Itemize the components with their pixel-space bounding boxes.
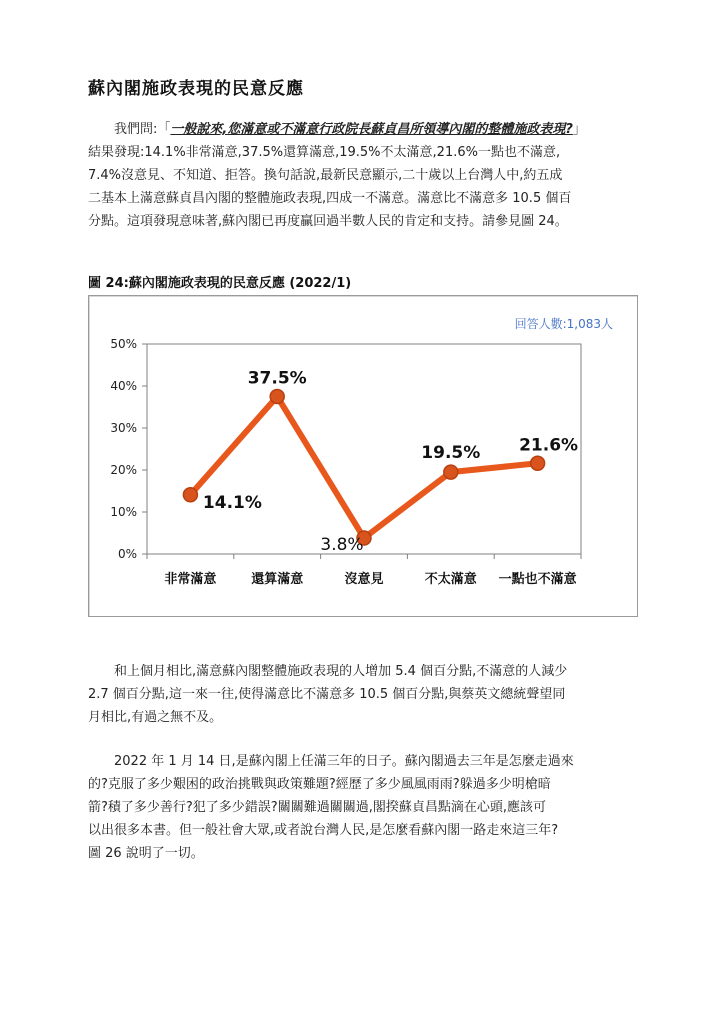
- y-tick-label: 20%: [110, 463, 137, 477]
- findings-line: 二基本上滿意蘇貞昌內閣的整體施政表現,四成一不滿意。滿意比不滿意多 10.5 個百: [88, 191, 572, 206]
- paragraph-findings: [88, 118, 636, 233]
- comparison-line: 和上個月相比,滿意蘇內閣整體施政表現的人增加 5.4 個百分點,不滿意的人減少: [114, 664, 568, 679]
- findings-line: 結果發現:14.1%非常滿意,37.5%還算滿意,19.5%不太滿意,21.6%一點也不滿意,: [88, 145, 561, 160]
- data-point: [444, 465, 458, 479]
- respondents-note: 回答人數:1,083人: [514, 317, 613, 331]
- y-tick-label: 50%: [110, 337, 137, 351]
- data-label: 3.8%: [320, 535, 364, 556]
- figure-caption: 圖 24:蘇內閣施政表現的民意反應 (2022/1): [88, 276, 352, 291]
- document-title: 蘇內閣施政表現的民意反應: [88, 79, 304, 99]
- findings-line: 7.4%沒意見、不知道、拒答。換句話說,最新民意顯示,二十歲以上台灣人中,約五成: [88, 168, 563, 183]
- paragraph-comparison: [88, 660, 636, 729]
- chart-labels: [203, 369, 578, 556]
- anniversary-line: 圖 26 說明了一切。: [88, 846, 204, 861]
- y-tick-label: 40%: [110, 379, 137, 393]
- anniversary-line: 以出很多本書。但一般社會大眾,或者說台灣人民,是怎麼看蘇內閣一路走來這三年?: [88, 823, 559, 838]
- plot-area-border: [147, 344, 581, 554]
- x-tick-label: 還算滿意: [251, 572, 304, 587]
- data-label: 37.5%: [247, 368, 307, 389]
- data-point: [531, 456, 545, 470]
- anniversary-line: 箭?積了多少善行?犯了多少錯誤?關關難過關關過,閣揆蘇貞昌點滴在心頭,應該可: [88, 800, 546, 815]
- chart-frame: [88, 295, 638, 617]
- data-label: 21.6%: [519, 435, 579, 456]
- x-tick-label: 不太滿意: [424, 572, 477, 587]
- comparison-line: 月相比,有過之無不及。: [88, 710, 223, 725]
- anniversary-line: 2022 年 1 月 14 日,是蘇內閣上任滿三年的日子。蘇內閣過去三年是怎麼走過來: [114, 754, 574, 769]
- chart-series: [183, 390, 544, 546]
- anniversary-line: 的?克服了多少艱困的政治挑戰與政策難題?經歷了多少風風雨雨?躲過多少明槍暗: [88, 777, 551, 792]
- x-tick-label: 非常滿意: [164, 572, 217, 587]
- y-tick-label: 10%: [110, 505, 137, 519]
- y-tick-label: 30%: [110, 421, 137, 435]
- survey-question: 一般說來,您滿意或不滿意行政院長蘇貞昌所領導內閣的整體施政表現?: [170, 122, 573, 137]
- question-line: [88, 118, 636, 141]
- data-point: [270, 390, 284, 404]
- x-tick-label: 一點也不滿意: [498, 572, 577, 587]
- line-chart: [89, 296, 637, 616]
- data-point: [183, 488, 197, 502]
- x-tick-label: 沒意見: [344, 572, 384, 587]
- comparison-line: 2.7 個百分點,這一來一往,使得滿意比不滿意多 10.5 個百分點,與蔡英文總統聲望同: [88, 687, 566, 702]
- question-lead: 我們問:「: [114, 122, 171, 137]
- data-label: 14.1%: [202, 492, 262, 513]
- findings-line: 分點。這項發現意味著,蘇內閣已再度贏回過半數人民的肯定和支持。請參見圖 24。: [88, 214, 568, 229]
- paragraph-anniversary: [88, 750, 636, 865]
- data-label: 19.5%: [421, 443, 481, 464]
- question-close: 」: [572, 122, 586, 137]
- series-line: [190, 397, 537, 539]
- y-tick-label: 0%: [117, 547, 137, 561]
